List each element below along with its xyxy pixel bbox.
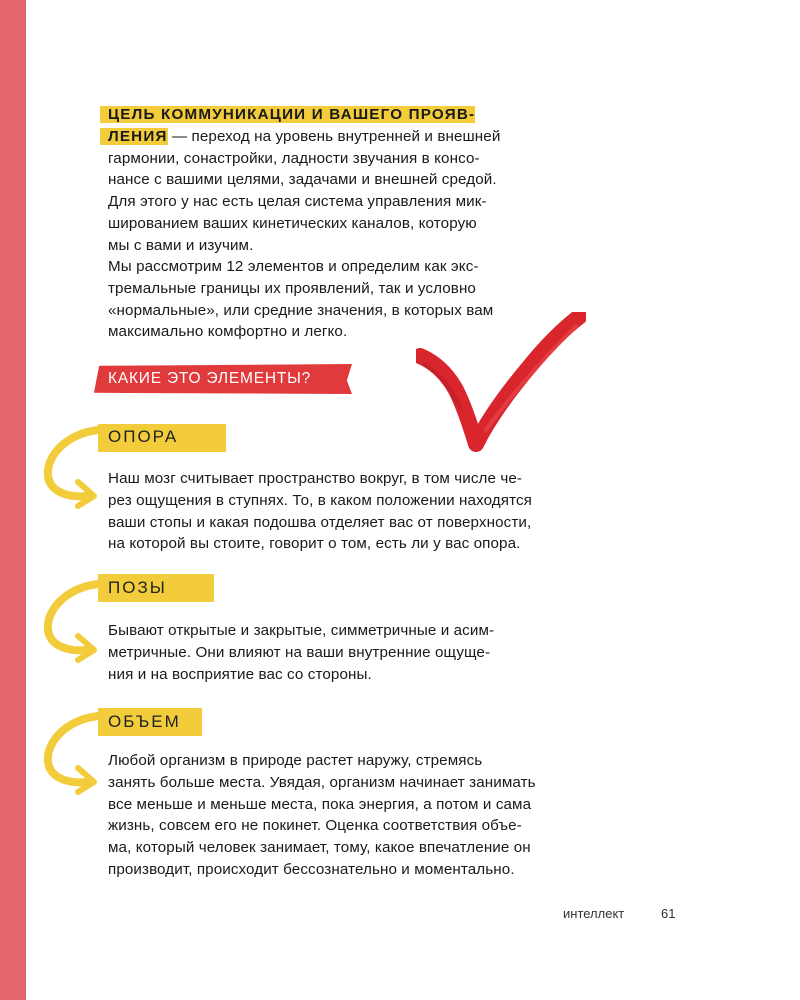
section-line: Бывают открытые и закрытые, симметричные и асим-	[108, 622, 495, 639]
para2-line: тремальные границы их проявлений, так и условно	[108, 279, 476, 297]
intro-line-1-rest: — переход на уровень внутренней и внешней	[167, 127, 501, 145]
yellow-swirl-arrow-icon	[38, 712, 108, 798]
intro-line: нансе с вашими целями, задачами и внешней средой.	[108, 171, 497, 189]
intro-heading-part1: ЦЕЛЬ КОММУНИКАЦИИ И ВАШЕГО ПРОЯВ-	[108, 106, 476, 123]
section-line: Любой организм в природе растет наружу, стремясь	[108, 752, 483, 769]
section-line: Наш мозг считывает пространство вокруг, в том числе че-	[108, 470, 523, 487]
intro-heading-part2: ЛЕНИЯ	[108, 127, 168, 145]
section-line: рез ощущения в ступнях. То, в каком положении находятся	[108, 491, 532, 509]
section-text-pozy	[108, 620, 588, 685]
section-title: ОПОРА	[108, 427, 179, 446]
intro-line: шированием ваших кинетических каналов, которую	[108, 214, 477, 232]
yellow-swirl-arrow-icon	[38, 426, 108, 512]
section-line: на которой вы стоите, говорит о том, есть ли у вас опора.	[108, 535, 521, 553]
side-color-bar	[0, 0, 26, 1000]
section-text-opora	[108, 468, 588, 555]
section-text-obem	[108, 750, 588, 881]
para2-line: «нормальные», или средние значения, в которых вам	[108, 301, 494, 319]
section-title: ОБЪЕМ	[108, 712, 181, 731]
section-line: все меньше и меньше места, пока энергия, а потом и сама	[108, 795, 532, 813]
section-line: занять больше места. Увядая, организм начинает занимать	[108, 773, 536, 791]
intro-line: гармонии, сонастройки, ладности звучания в консо-	[108, 149, 480, 167]
section-line: ваши стопы и какая подошва отделяет вас от поверхности,	[108, 513, 532, 531]
intro-line: Для этого у нас есть целая система управления мик-	[108, 193, 487, 211]
page-number: 61	[661, 906, 676, 921]
yellow-swirl-arrow-icon	[38, 580, 108, 666]
section-line: ния и на восприятие вас со стороны.	[108, 665, 372, 683]
para2-line: Мы рассмотрим 12 элементов и определим как экс-	[108, 258, 479, 275]
elements-banner-label: КАКИЕ ЭТО ЭЛЕМЕНТЫ?	[108, 370, 312, 387]
section-line: ма, который человек занимает, тому, какое впечатление он	[108, 839, 531, 857]
red-checkmark-icon	[416, 312, 586, 462]
intro-paragraph	[108, 104, 588, 257]
section-line: жизнь, совсем его не покинет. Оценка соответствия объе-	[108, 817, 522, 835]
section-line: метричные. Они влияют на ваши внутренние ощуще-	[108, 643, 491, 661]
section-line: производит, происходит бессознательно и моментально.	[108, 860, 515, 878]
intro-line: мы с вами и изучим.	[108, 236, 254, 254]
para2-line: максимально комфортно и легко.	[108, 323, 348, 341]
footer-section-name: интеллект	[563, 906, 625, 921]
section-title: ПОЗЫ	[108, 578, 167, 597]
